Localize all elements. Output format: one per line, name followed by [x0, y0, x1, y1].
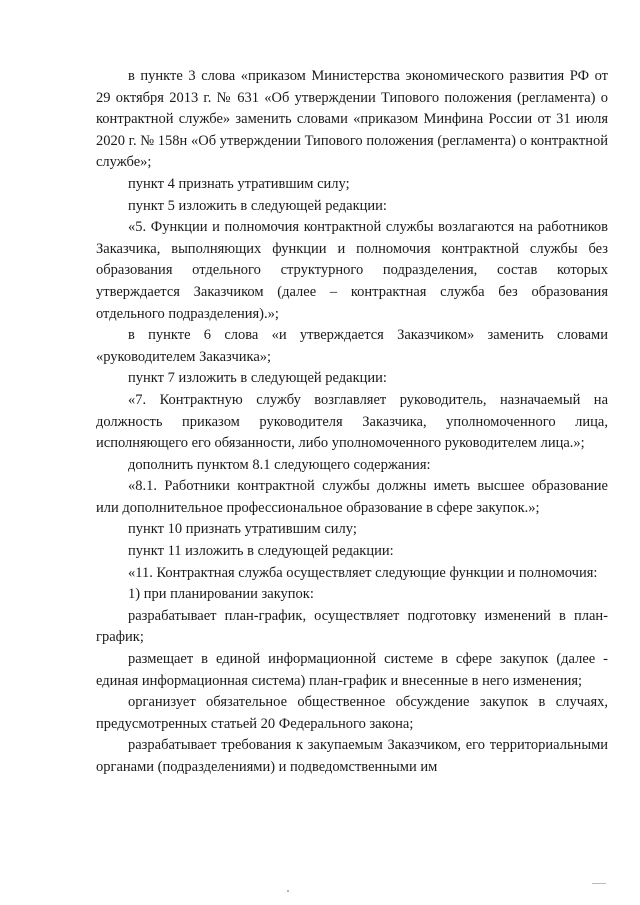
paragraph-2: пункт 4 признать утратившим силу;: [128, 175, 350, 192]
scan-artifact: [287, 890, 289, 892]
paragraph-5: в пункте 6 слова «и утверждается Заказчиком» заменить словами «руководителем Заказчика»;: [96, 327, 608, 365]
paragraph-12: «11. Контрактная служба осуществляет следующие функции и полномочия:: [128, 564, 598, 581]
paragraph-16: организует обязательное общественное обсуждение закупок в случаях, предусмотренных статьей 20 Федерального закона;: [96, 694, 608, 732]
paragraph-7: «7. Контрактную службу возглавляет руководитель, назначаемый на должность приказом руководителя Заказчика, уполномоченного лица, исполняющего его обязанности, либо уполномоченного руководителем лица.»;: [96, 391, 608, 452]
paragraph-4: «5. Функции и полномочия контрактной службы возлагаются на работников Заказчика, выполняющих функции и полномочия контрактной службы без образования отдельного структурного подразделения, состав которых утверждается Заказчиком (далее – контрактная служба без образования отдельного подразделения).»;: [96, 219, 608, 322]
paragraph-1: в пункте 3 слова «приказом Министерства экономического развития РФ от 29 октября 2013 г. № 631 «Об утверждении Типового положения (регламента) о контрактной службе» заменить словами «приказом Минфина России от 31 июля 2020 г. № 158н «Об утверждении Типового положения (регламента) о контрактной службе»;: [96, 68, 608, 171]
paragraph-6: пункт 7 изложить в следующей редакции:: [128, 370, 387, 387]
paragraph-3: пункт 5 изложить в следующей редакции:: [128, 197, 387, 214]
scan-artifact: [592, 883, 606, 884]
paragraph-8: дополнить пунктом 8.1 следующего содержания:: [128, 456, 431, 473]
paragraph-10: пункт 10 признать утратившим силу;: [128, 521, 357, 538]
document-body: [96, 66, 608, 779]
paragraph-14: разрабатывает план-график, осуществляет подготовку изменений в план-график;: [96, 607, 608, 646]
paragraph-17: разрабатывает требования к закупаемым Заказчиком, его территориальными органами (подразделениями) и подведомственными им: [96, 737, 608, 775]
paragraph-11: пункт 11 изложить в следующей редакции:: [128, 543, 394, 560]
paragraph-13: 1) при планировании закупок:: [128, 586, 314, 603]
paragraph-9: «8.1. Работники контрактной службы должны иметь высшее образование или дополнительное профессиональное образование в сфере закупок.»;: [96, 478, 608, 516]
paragraph-15: размещает в единой информационной системе в сфере закупок (далее - единая информационная система) план-график и внесенные в него изменения;: [96, 651, 608, 689]
